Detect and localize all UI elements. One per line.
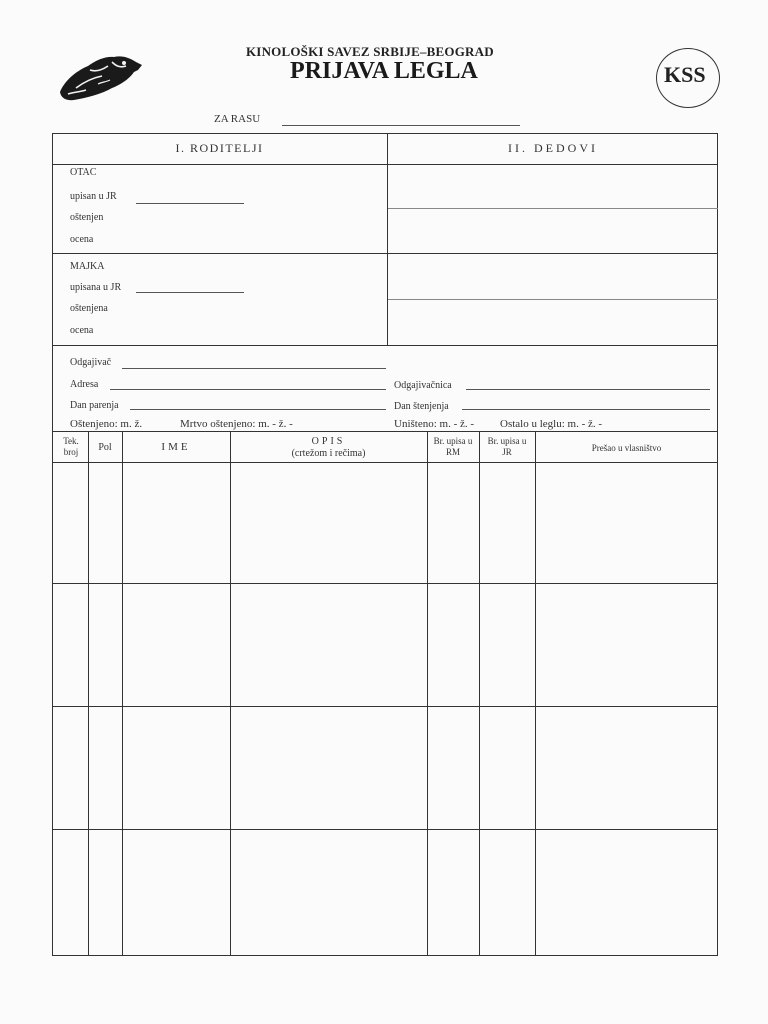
destroyed-count: Uništeno: m. - ž. - bbox=[394, 418, 475, 430]
address-field[interactable] bbox=[110, 389, 386, 390]
breed-field[interactable] bbox=[282, 125, 520, 126]
mother-registered-field[interactable] bbox=[136, 292, 244, 293]
father-whelped-label: oštenjen bbox=[70, 212, 104, 223]
section-parents-header: I. RODITELJI bbox=[175, 141, 264, 155]
mother-title: MAJKA bbox=[70, 261, 105, 272]
dog-head-logo bbox=[56, 48, 146, 104]
remaining-count: Ostalo u leglu: m. - ž. - bbox=[500, 418, 603, 430]
grandparents-divider-2 bbox=[388, 299, 718, 300]
table-row bbox=[52, 583, 718, 584]
col-header-name: IME bbox=[161, 441, 191, 453]
breed-label: ZA RASU bbox=[214, 113, 261, 125]
table-row bbox=[52, 829, 718, 830]
col-header-sex: Pol bbox=[98, 442, 112, 453]
kennel-label: Odgajivačnica bbox=[394, 380, 452, 391]
whelping-day-label: Dan štenjenja bbox=[394, 401, 449, 412]
father-title: OTAC bbox=[70, 167, 97, 178]
page-title: PRIJAVA LEGLA bbox=[290, 58, 478, 84]
col-header-rm: Br. upisa u RM bbox=[433, 436, 473, 457]
mating-day-field[interactable] bbox=[130, 409, 386, 410]
mother-registered-label: upisana u JR bbox=[70, 282, 122, 293]
col-header-no: Tek. broj bbox=[63, 436, 79, 457]
table-row bbox=[52, 706, 718, 707]
father-registered-field[interactable] bbox=[136, 203, 244, 204]
father-registered-label: upisan u JR bbox=[70, 191, 117, 202]
form-border bbox=[52, 133, 718, 956]
col-header-desc: OPIS bbox=[311, 436, 346, 447]
mother-whelped-label: oštenjena bbox=[70, 303, 108, 314]
grandparents-divider-1 bbox=[388, 208, 718, 209]
address-label: Adresa bbox=[70, 379, 99, 390]
col-header-owner: Prešao u vlasništvo bbox=[591, 443, 662, 453]
org-name: KINOLOŠKI SAVEZ SRBIJE–BEOGRAD bbox=[246, 44, 494, 59]
mating-day-label: Dan parenja bbox=[70, 400, 119, 411]
kss-badge-text: KSS bbox=[664, 62, 706, 87]
table-header-bottom bbox=[52, 462, 718, 463]
col-header-jr: Br. upisa u JR bbox=[487, 436, 527, 457]
whelped-count: Oštenjeno: m. ž. bbox=[70, 418, 143, 430]
whelping-day-field[interactable] bbox=[462, 409, 710, 410]
breeder-label: Odgajivač bbox=[70, 357, 112, 368]
breeder-field[interactable] bbox=[122, 368, 386, 369]
col-header-desc-sub: (crtežom i rečima) bbox=[291, 448, 366, 459]
stillborn-count: Mrtvo oštenjeno: m. - ž. - bbox=[180, 418, 293, 430]
kennel-field[interactable] bbox=[466, 389, 710, 390]
section-grandparents-header: II. DEDOVI bbox=[508, 141, 598, 155]
mother-grade-label: ocena bbox=[70, 325, 94, 336]
father-grade-label: ocena bbox=[70, 234, 94, 245]
